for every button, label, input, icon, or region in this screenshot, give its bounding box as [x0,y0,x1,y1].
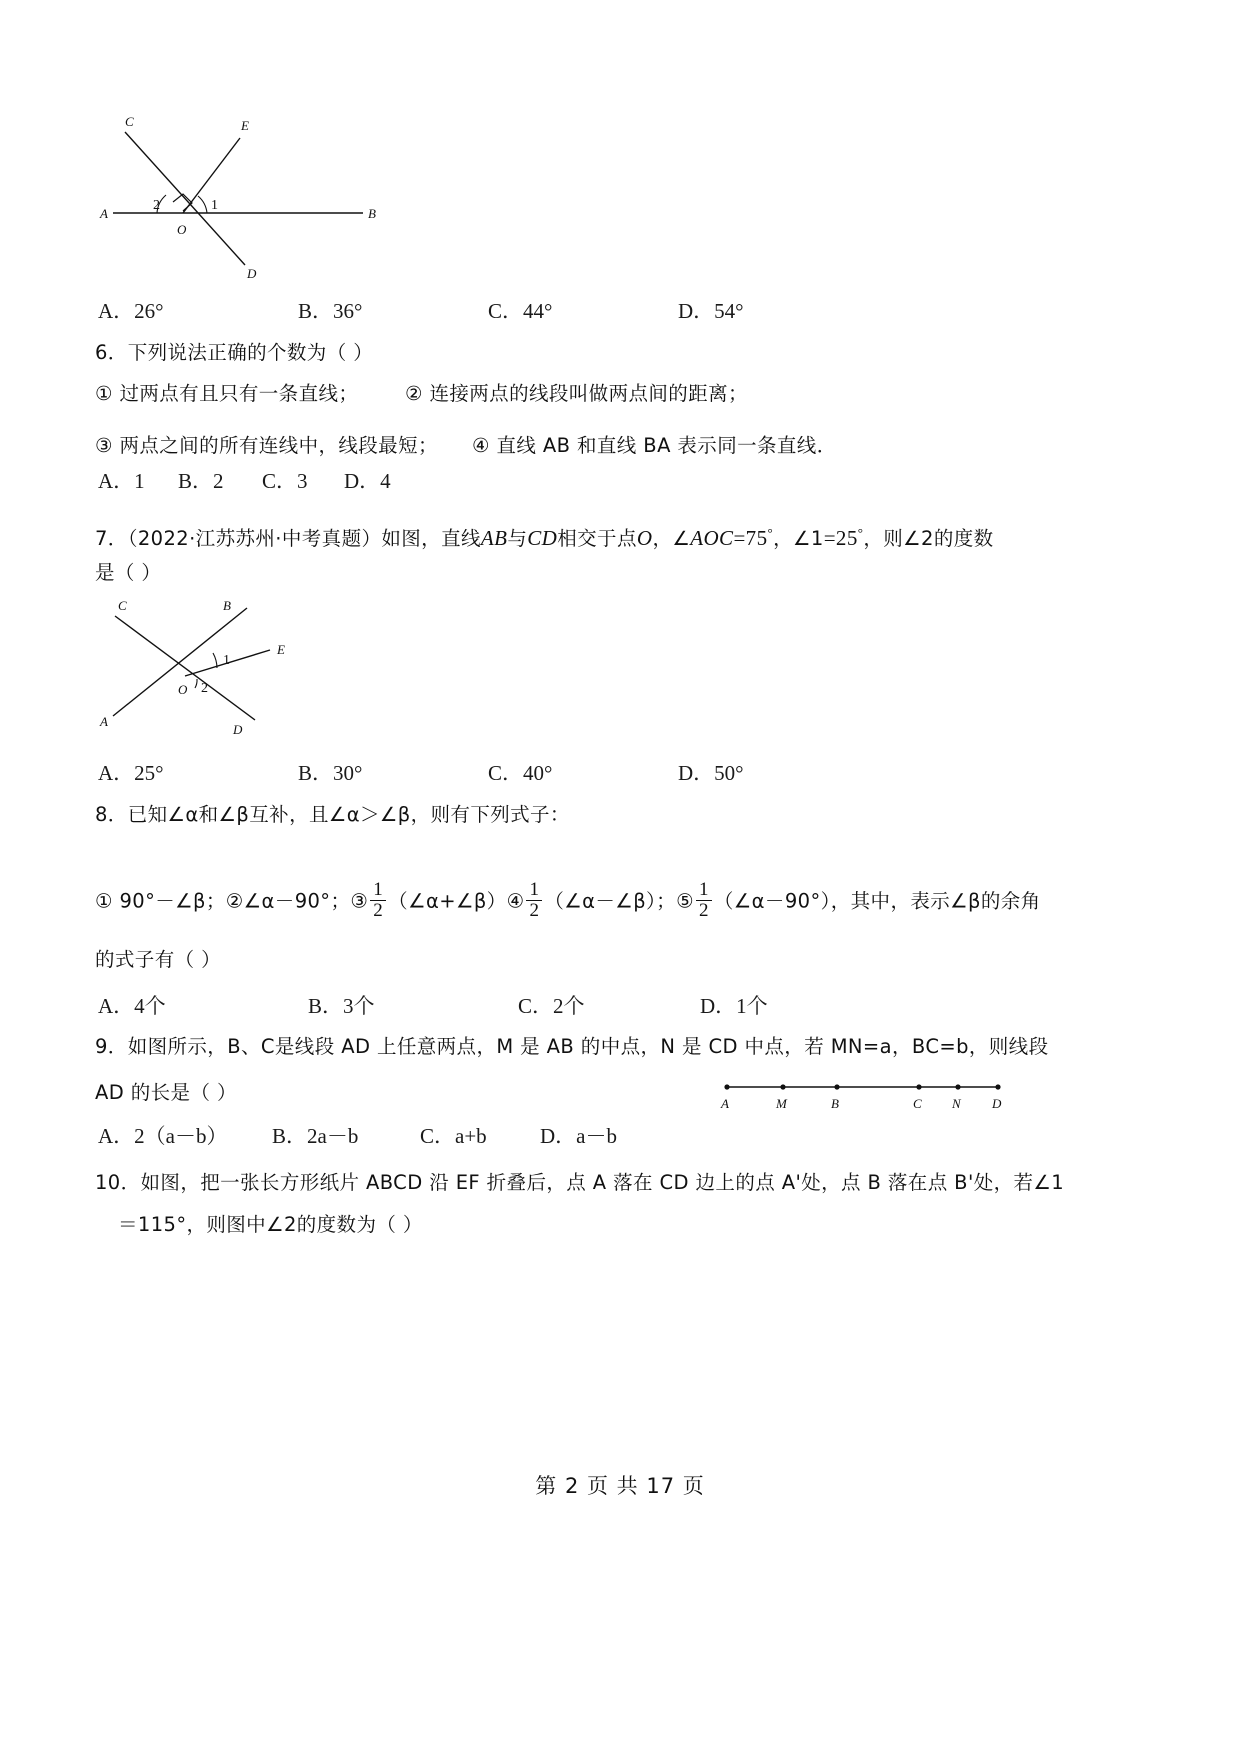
q7-option-c[interactable]: C．40° [488,761,553,785]
fraction-numerator: 1 [696,880,712,901]
q8-option-c-label: C．2个 [518,994,585,1018]
q6-statement-3: ③ 两点之间的所有连线中，线段最短； [95,434,438,457]
q7-stem-text-5: ，∠1 [773,527,824,550]
q8-fraction-3 [370,880,386,921]
fraction-numerator: 1 [370,880,386,901]
figure-q5-intersecting-lines [95,110,415,290]
q7-degree-2: ° [857,525,864,540]
q8-option-d[interactable] [700,990,768,1020]
q9-option-a[interactable] [98,1120,228,1150]
q7-stem-text-2: 与 [507,527,528,550]
fraction-denominator: 2 [373,899,384,921]
q5-option-a[interactable]: A．26° [98,299,164,323]
q8-expr-3-marker: ③ [350,889,369,913]
svg-text:A: A [721,1096,729,1111]
q7-stem-line1 [95,518,994,554]
q7-option-a[interactable]: A．25° [98,761,164,785]
q8-expr-4-rest: （∠α－∠β）； [544,889,677,913]
svg-text:E: E [277,642,285,657]
q8-expr-1: ① 90°－∠β； [95,889,226,913]
q8-option-d-label: D．1个 [700,994,768,1018]
q7-option-d[interactable]: D．50° [678,761,744,785]
q5-option-d[interactable]: D．54° [678,299,744,323]
q8-option-a[interactable] [98,990,166,1020]
svg-text:N: N [952,1096,961,1111]
q7-stem-line2: 是（ ） [95,561,162,584]
q8-fraction-5 [696,880,712,921]
svg-text:O: O [178,682,188,697]
q8-tail-text: ，其中，表示∠β的余角 [830,889,1041,913]
svg-text:C: C [118,598,127,613]
q9-stem-line2: AD 的长是（ ） [95,1081,237,1104]
q7-stem-text-6: ，则∠2的度数 [863,527,994,550]
fraction-numerator: 1 [526,880,542,901]
q9-option-d-label: D．a－b [540,1124,617,1148]
q8-option-b[interactable] [308,990,375,1020]
svg-text:B: B [831,1096,839,1111]
q7-stem-text-3: 相交于点 [557,527,637,550]
svg-text:D: D [992,1096,1002,1111]
q6-option-b[interactable]: B．2 [178,469,224,493]
q8-expr-5-rest: （∠α－90°） [713,889,831,913]
q9-option-c-label: C．a+b [420,1124,487,1148]
q10-stem-line1: 10．如图，把一张长方形纸片 ABCD 沿 EF 折叠后，点 A 落在 CD 边上的点 A'处，点 B 落在点 B'处，若∠1 [95,1171,1065,1194]
q6-option-a[interactable]: A．1 [98,469,145,493]
q6-statement-2: ② 连接两点的线段叫做两点间的距离； [405,382,748,405]
q7-line-ab: AB [480,526,508,550]
svg-text:1: 1 [223,653,230,668]
svg-text:2: 2 [201,681,208,696]
q9-option-d[interactable] [540,1120,617,1150]
q8-option-a-label: A．4个 [98,994,166,1018]
q8-expr-3-rest: （∠α+∠β） [388,889,507,913]
q7-degree-1: ° [767,525,774,540]
figure-q7-intersecting-lines [95,598,375,738]
svg-text:E: E [241,118,249,133]
q8-expression-line [95,880,1041,921]
q8-stem-line2: 的式子有（ ） [95,948,221,971]
q7-eq-75: =75 [733,526,768,550]
svg-text:C: C [913,1096,922,1111]
q9-option-b[interactable] [272,1120,358,1150]
q9-option-a-label: A．2（a－b） [98,1124,228,1148]
q7-angle-aoc: AOC [690,526,734,550]
svg-text:A: A [100,206,108,221]
svg-text:1: 1 [211,198,218,213]
q6-statement-4: ④ 直线 AB 和直线 BA 表示同一条直线． [472,434,837,457]
q8-option-b-label: B．3个 [308,994,375,1018]
q7-stem-text-1: 7．（2022·江苏苏州·中考真题）如图，直线 [95,527,481,550]
q8-expr-5-marker: ⑤ [676,889,694,913]
q7-line-cd: CD [527,526,558,550]
svg-text:D: D [233,722,243,737]
q6-option-d[interactable]: D．4 [344,469,391,493]
q6-statement-1: ① 过两点有且只有一条直线； [95,382,359,405]
q8-expr-2: ②∠α－90°； [225,889,351,913]
svg-text:D: D [247,266,257,281]
q8-expr-4-marker: ④ [506,889,525,913]
q9-option-c[interactable] [420,1120,487,1150]
fraction-denominator: 2 [529,899,540,921]
figure-q9-segment-ad [715,1075,1015,1120]
q5-option-c[interactable]: C．44° [488,299,553,323]
page-footer: 第 2 页 共 17 页 [535,1474,705,1498]
q6-option-c[interactable]: C．3 [262,469,308,493]
svg-text:O: O [177,222,187,237]
q7-stem-text-4: ，∠ [652,527,691,550]
q8-fraction-4 [526,880,542,921]
q9-option-b-label: B．2a－b [272,1124,359,1148]
svg-text:C: C [125,114,134,129]
svg-text:B: B [368,206,376,221]
svg-text:B: B [223,598,231,613]
q7-eq-25: =25 [823,526,858,550]
q8-stem: 8．已知∠α和∠β互补，且∠α＞∠β，则有下列式子： [95,803,570,826]
q5-option-b[interactable]: B．36° [298,299,363,323]
svg-text:A: A [100,714,108,729]
q10-stem-line2: ＝115°，则图中∠2的度数为（ ） [118,1213,423,1236]
svg-text:M: M [776,1096,787,1111]
svg-text:2: 2 [153,198,160,213]
q9-stem-line1: 9．如图所示，B、C是线段 AD 上任意两点，M 是 AB 的中点，N 是 CD 中点，若 MN=a，BC=b，则线段 [95,1035,1049,1058]
q6-stem: 6．下列说法正确的个数为（ ） [95,341,374,364]
q7-option-b[interactable]: B．30° [298,761,363,785]
q7-point-o: O [636,526,653,550]
q8-option-c[interactable] [518,990,585,1020]
fraction-denominator: 2 [698,899,709,921]
